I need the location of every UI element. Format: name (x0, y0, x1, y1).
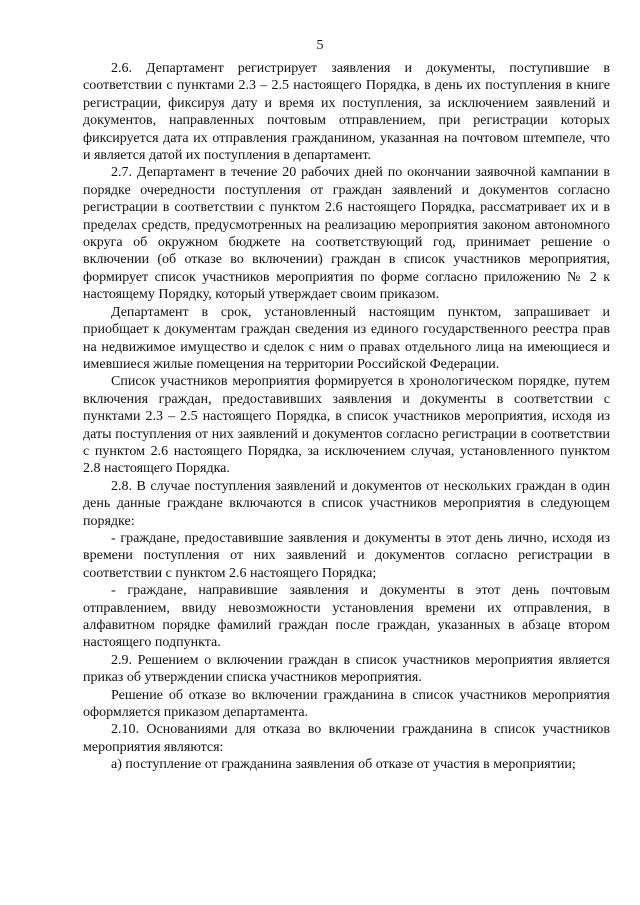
paragraph-2-9-refusal: Решение об отказе во включении гражданина в список участников мероприятия оформляется приказом департамента. (83, 687, 610, 721)
paragraph-2-8-by-mail: - граждане, направившие заявления и документы в этот день почтовым отправлением, ввиду невозможности установления времени их отправления, в алфавитном порядке фамилий граждан после граждан, указанных в абзаце втором настоящего подпункта. (83, 583, 610, 651)
paragraph-2-7-registry-request: Департамент в срок, установленный настоящим пунктом, запрашивает и приобщает к документам граждан сведения из единого государственного реестра прав на недвижимое имущество и сделок с ним о правах отдельного лица на имеющиеся и имевшиеся жилые помещения на территории Российской Федерации. (83, 304, 610, 372)
page-number: 5 (316, 38, 324, 53)
paragraph-2-7-list-formation: Список участников мероприятия формируется в хронологическом порядке, путем включения граждан, предоставивших заявления и документы в соответствии с пунктами 2.3 – 2.5 настоящего Порядка, в список участников мероприятия, исходя из даты поступления от них заявлений и документов согласно регистрации в соответствии с пунктом 2.6 настоящего Порядка, за исключением случая, установленного пунктом 2.8 настоящего Порядка. (83, 374, 610, 477)
paragraph-2-8-in-person: - граждане, предоставившие заявления и документы в этот день лично, исходя из времени поступления от них заявлений и документов согласно регистрации в соответствии с пунктом 2.6 настоящего Порядка; (83, 530, 610, 581)
paragraph-2-6: 2.6. Департамент регистрирует заявления и документы, поступившие в соответствии с пунктами 2.3 – 2.5 настоящего Порядка, в день их поступления в книге регистрации, фиксируя дату и время их поступления, за исключением заявлений и документов, направленных почтовым отправлением, при регистрации которых фиксируется дата их отправления гражданином, указанная на почтовом штемпеле, что и является датой их поступления в департамент. (83, 61, 610, 164)
paragraph-2-10-a: а) поступление от гражданина заявления об отказе от участия в мероприятии; (111, 757, 576, 773)
paragraph-2-10: 2.10. Основаниями для отказа во включении гражданина в список участников мероприятия являются: (83, 722, 610, 755)
paragraph-2-9: 2.9. Решением о включении граждан в список участников мероприятия является приказ об утверждении списка участников мероприятия. (83, 652, 610, 686)
paragraph-2-7: 2.7. Департамент в течение 20 рабочих дней по окончании заявочной кампании в порядке очередности поступления от граждан заявлений и документов согласно регистрации в соответствии с пунктом 2.6 настоящего Порядка, рассматривает их и в пределах средств, предусмотренных на реализацию мероприятия законом автономного округа об окружном бюджете на соответствующий год, принимает решение о включении (об отказе во включении) граждан в список участников мероприятия, формирует список участников мероприятия по форме согласно приложению № 2 к настоящему Порядку, который утверждает своим приказом. (83, 165, 610, 303)
paragraph-2-8: 2.8. В случае поступления заявлений и документов от нескольких граждан в один день данные граждане включаются в список участников мероприятия в следующем порядке: (83, 478, 610, 529)
document-body (83, 60, 610, 774)
